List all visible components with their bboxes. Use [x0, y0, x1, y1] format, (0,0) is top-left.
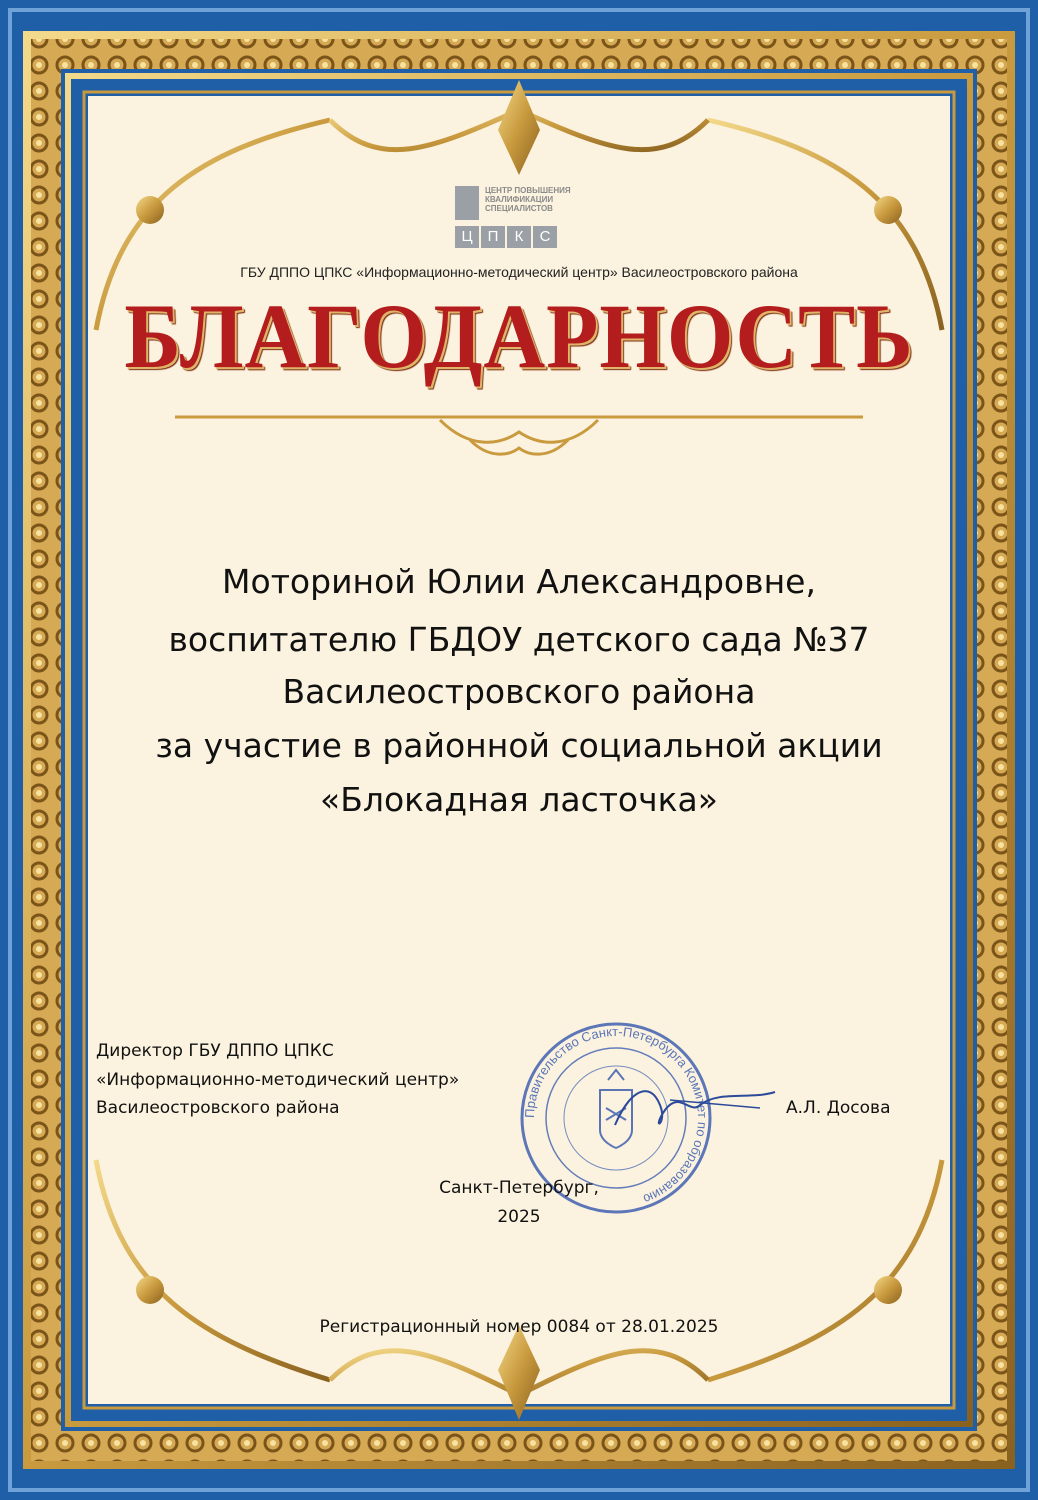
logo-text-line3: СПЕЦИАЛИСТОВ: [485, 204, 553, 213]
svg-text:Правительство Санкт-Петербурга: Правительство Санкт-Петербурга Комитет по образованию: [521, 1023, 711, 1207]
city: Санкт-Петербург,: [439, 1178, 599, 1198]
handwritten-signature: [610, 1070, 780, 1150]
recipient-line-5: «Блокадная ласточка»: [320, 780, 718, 819]
recipient-line-2: воспитателю ГБДОУ детского сада №37: [168, 620, 870, 659]
logo-letter-2: П: [481, 226, 505, 248]
recipient-line-1: Моториной Юлии Александровне,: [222, 562, 816, 601]
logo-text-line1: ЦЕНТР ПОВЫШЕНИЯ: [485, 186, 571, 195]
center-logo: [455, 186, 585, 254]
logo-letter-3: К: [507, 226, 531, 248]
signatory-position-line-3: Василеостровского района: [96, 1098, 340, 1118]
recipient-line-4: за участие в районной социальной акции: [155, 726, 883, 765]
organization-name: ГБУ ДППО ЦПКС «Информационно-методический центр» Василеостровского района: [240, 264, 798, 280]
signatory-name: А.Л. Досова: [786, 1098, 891, 1118]
logo-emblem: [455, 186, 479, 220]
signatory-position-line-2: «Информационно-методический центр»: [96, 1070, 460, 1090]
registration-number: Регистрационный номер 0084 от 28.01.2025: [319, 1317, 719, 1337]
logo-text-line2: КВАЛИФИКАЦИИ: [485, 195, 554, 204]
signatory-position-line-1: Директор ГБУ ДППО ЦПКС: [96, 1041, 334, 1061]
year: 2025: [497, 1207, 541, 1227]
logo-letter-4: С: [533, 226, 557, 248]
certificate-title: БЛАГОДАРНОСТЬ: [124, 285, 914, 387]
recipient-line-3: Василеостровского района: [282, 672, 756, 711]
logo-letter-1: Ц: [455, 226, 479, 248]
